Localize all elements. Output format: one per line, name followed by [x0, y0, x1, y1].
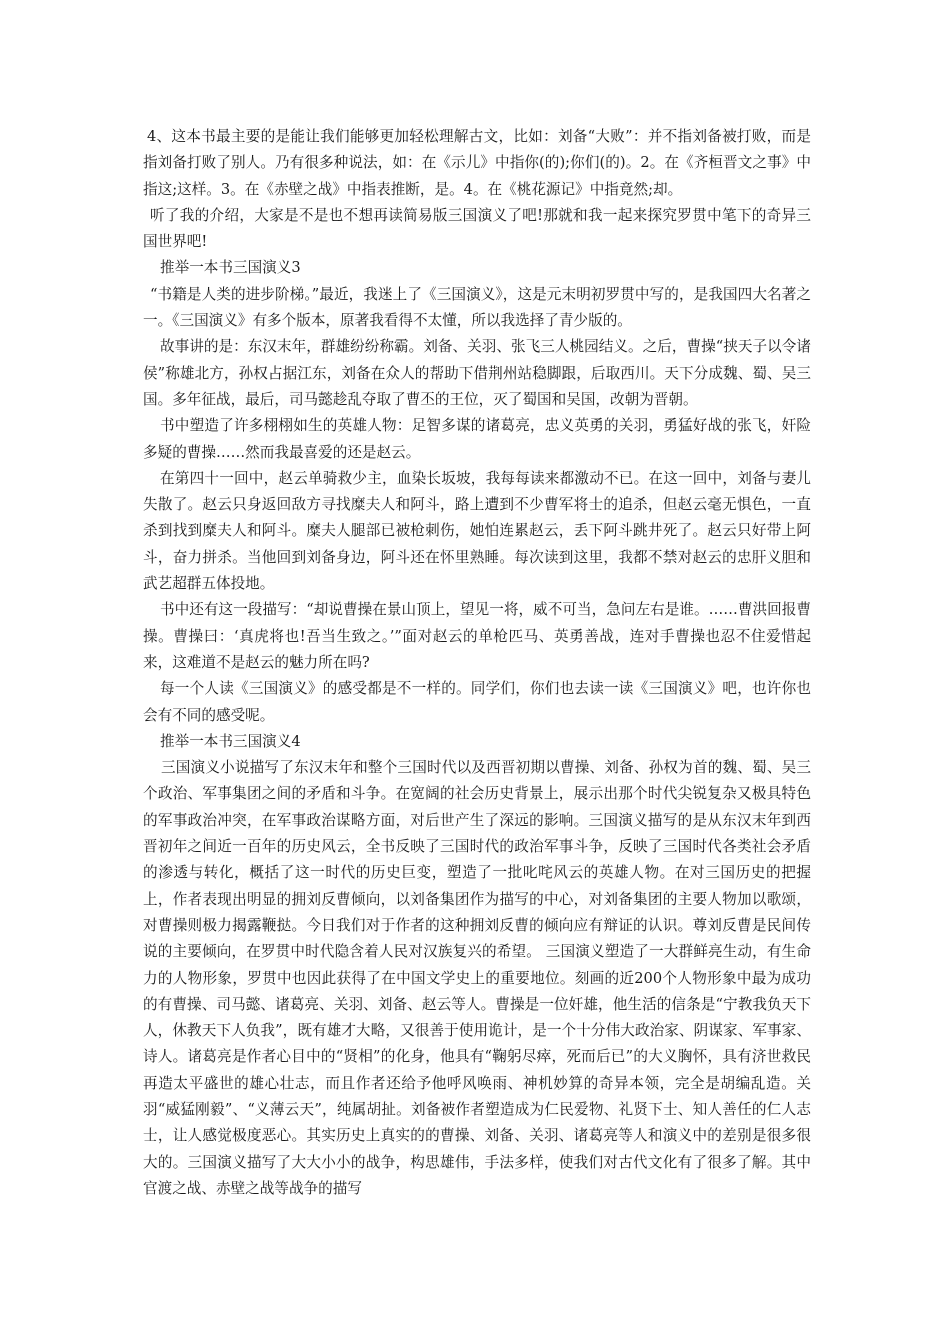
section-heading-4: 推举一本书三国演义4	[160, 732, 301, 750]
paragraph-novel-analysis: 三国演义小说描写了东汉末年和整个三国时代以及西晋初期以曹操、刘备、孙权为首的魏、蜀、吴三个政治、军事集团之间的矛盾和斗争。在宽阔的社会历史背景上，展示出那个时代尖锐复杂又极具特色的军事政治冲突，在军事政治谋略方面，对后世产生了深远的影响。三国演义描写的是从东汉末年到西晋初年之间近一百年的历史风云，全书反映了三国时代的政治军事斗争，反映了三国时代各类社会矛盾的渗透与转化，概括了这一时代的历史巨变，塑造了一批叱咤风云的英雄人物。在对三国历史的把握上，作者表现出明显的拥刘反曹倾向，以刘备集团作为描写的中心，对刘备集团的主要人物加以歌颂，对曹操则极力揭露鞭挞。今日我们对于作者的这种拥刘反曹的倾向应有辩证的认识。尊刘反曹是民间传说的主要倾向，在罗贯中时代隐含着人民对汉族复兴的希望。 三国演义塑造了一大群鲜亮生动，有生命力的人物形象，罗贯中也因此获得了在中国文学史上的重要地位。刻画的近200个人物形象中最为成功的有曹操、司马懿、诸葛亮、关羽、刘备、赵云等人。曹操是一位奸雄，他生活的信条是“宁教我负天下人，休教天下人负我”，既有雄才大略，又很善于使用诡计，是一个十分伟大政治家、阴谋家、军事家、诗人。诸葛亮是作者心目中的“贤相”的化身，他具有“鞠躬尽瘁，死而后已”的大义胸怀，具有济世救民再造太平盛世的雄心壮志，而且作者还给予他呼风唤雨、神机妙算的奇异本领，完全是胡编乱造。关羽“威猛刚毅”、“义薄云天”，纯属胡扯。刘备被作者塑造成为仁民爱物、礼贤下士、知人善任的仁人志士，让人感觉极度恶心。其实历史上真实的的曹操、刘备、关羽、诸葛亮等人和演义中的差别是很多很大的。三国演义描写了大大小小的战争，构思雄伟，手法多样，使我们对古代文化有了很多了解。其中官渡之战、赤壁之战等战争的描写	[143, 759, 811, 1197]
paragraph-book-ladder: “书籍是人类的进步阶梯。”最近，我迷上了《三国演义》，这是元末明初罗贯中写的，是我国四大名著之一。《三国演义》有多个版本，原著我看得不太懂，所以我选择了青少版的。	[143, 285, 811, 330]
paragraph-zhao-yun-rescue: 在第四十一回中，赵云单骑救少主，血染长坂坡，我每每读来都激动不已。在这一回中，刘备与妻儿失散了。赵云只身返回敌方寻找糜夫人和阿斗，路上遭到不少曹军将士的追杀，但赵云毫无惧色，一直杀到找到糜夫人和阿斗。糜夫人腿部已被枪刺伤，她怕连累赵云，丢下阿斗跳井死了。赵云只好带上阿斗，奋力拼杀。当他回到刘备身边，阿斗还在怀里熟睡。每次读到这里，我都不禁对赵云的忠肝义胆和武艺超群五体投地。	[143, 469, 811, 593]
paragraph-story-summary: 故事讲的是：东汉末年，群雄纷纷称霸。刘备、关羽、张飞三人桃园结义。之后，曹操“挟天子以令诸侯”称雄北方，孙权占据江东，刘备在众人的帮助下借荆州站稳脚跟，后取西川。天下分成魏、蜀、吴三国。多年征战，最后，司马懿趁乱夺取了曹丕的王位，灭了蜀国和吴国，改朝为晋朝。	[143, 338, 811, 408]
paragraph-classical-chinese: 4、这本书最主要的是能让我们能够更加轻松理解古文，比如：刘备“大败”：并不指刘备被打败，而是指刘备打败了别人。乃有很多种说法，如：在《示儿》中指你(的);你们(的)。2。在《齐桓晋文之事》中指这;这样。3。在《赤壁之战》中指表推断，是。4。在《桃花源记》中指竟然;却。	[143, 128, 811, 198]
paragraph-heroes: 书中塑造了许多栩栩如生的英雄人物：足智多谋的诸葛亮，忠义英勇的关羽，勇猛好战的张飞，奸险多疑的曹操……然而我最喜爱的还是赵云。	[143, 417, 811, 461]
section-heading-3: 推举一本书三国演义3	[160, 259, 301, 277]
document-page	[143, 124, 811, 1202]
paragraph-reader-feelings: 每一个人读《三国演义》的感受都是不一样的。同学们，你们也去读一读《三国演义》吧，也许你也会有不同的感受呢。	[143, 680, 811, 724]
paragraph-intro-closing: 听了我的介绍，大家是不是也不想再读简易版三国演义了吧!那就和我一起来探究罗贯中笔下的奇异三国世界吧!	[143, 206, 811, 251]
paragraph-cao-cao-quote: 书中还有这一段描写：“却说曹操在景山顶上，望见一将，威不可当，急问左右是谁。……曹洪回报曹操。曹操曰：‘真虎将也!吾当生致之。’”面对赵云的单枪匹马、英勇善战，连对手曹操也忍不住爱惜起来，这难道不是赵云的魅力所在吗?	[143, 601, 811, 671]
